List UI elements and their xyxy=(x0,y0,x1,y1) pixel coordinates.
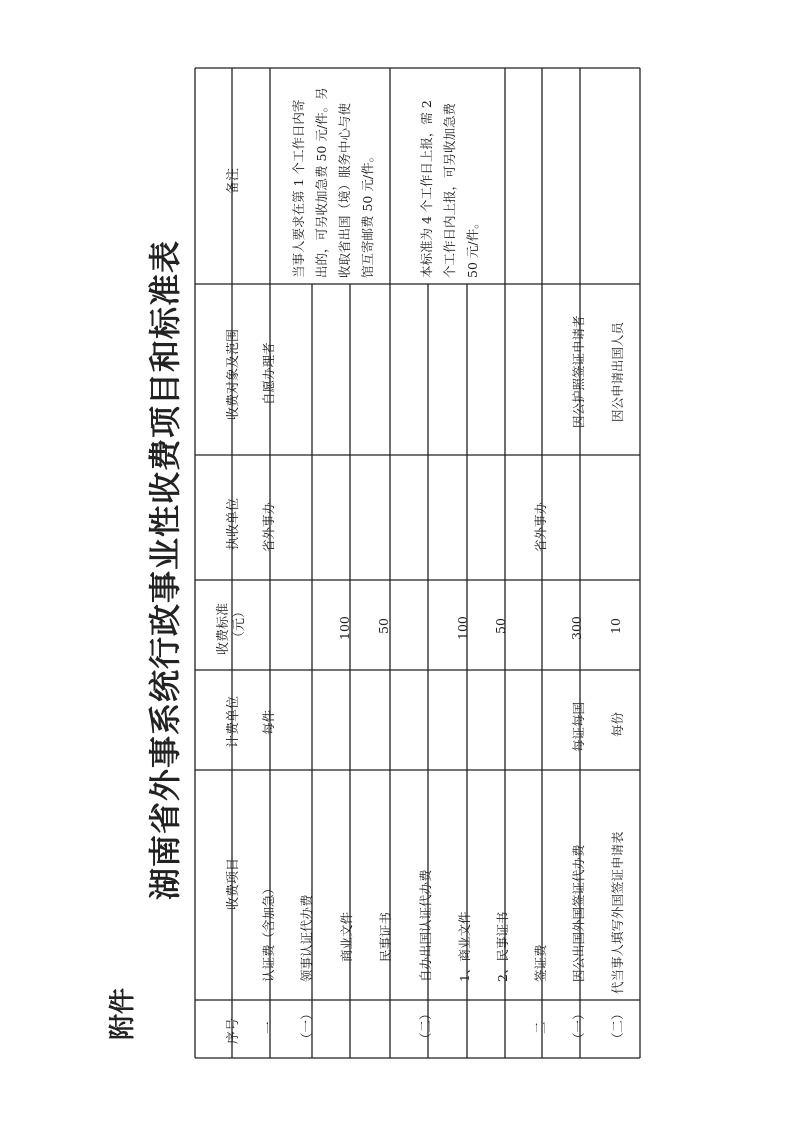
row-4-item: 民事证书 xyxy=(378,911,393,962)
remark-group-2-line-3: 50 元/件。 xyxy=(465,216,480,278)
header-no: 序号 xyxy=(226,1017,241,1044)
row-7-item: 2、民事证书 xyxy=(495,911,510,982)
row-8-no: 二 xyxy=(533,1021,548,1034)
attachment-label: 附件 xyxy=(108,987,138,1040)
remark-group-1-line-1: 当事人要求在第 1 个工作日内寄 xyxy=(291,99,306,278)
row-10-scope: 因公申请出国人员 xyxy=(610,321,625,422)
row-10-std: 10 xyxy=(608,618,623,634)
header-unit: 计费单位 xyxy=(226,695,241,748)
row-10-unit: 每份 xyxy=(610,711,625,737)
row-9-no: （一） xyxy=(571,1007,586,1045)
row-9-item: 因公出国外国签证代办费 xyxy=(571,844,586,982)
row-5-item: 自办出国认证代办费 xyxy=(418,869,433,982)
row-9-unit: 每证每国 xyxy=(571,701,586,752)
row-1-collector: 省外事办 xyxy=(261,501,276,552)
row-2-no: （一） xyxy=(299,1007,314,1045)
row-3-item: 商业文件 xyxy=(339,911,354,962)
row-5-no: （二） xyxy=(418,1007,433,1045)
header-item: 收费项目 xyxy=(226,857,241,910)
page-title: 湖南省外事系统行政事业性收费项目和标准表 xyxy=(146,239,184,900)
remark-group-1-line-3: 收取省出国（境）服务中心与使 xyxy=(337,102,352,278)
row-3-std: 100 xyxy=(337,616,352,640)
row-9-std: 300 xyxy=(569,616,584,640)
header-scope: 收费对象及范围 xyxy=(226,328,241,420)
row-8-collector: 省外事办 xyxy=(533,501,548,552)
remark-group-2-line-2: 个工作日内上报，可另收加急费 xyxy=(442,102,457,278)
row-1-scope: 自愿办理者 xyxy=(261,342,276,405)
row-1-no: 一 xyxy=(261,1021,276,1034)
row-1-unit: 每件 xyxy=(261,709,276,735)
header-std-line2: （元） xyxy=(232,604,247,644)
remark-group-2-line-1: 本标准为 4 个工作日上报，需 2 xyxy=(419,100,434,278)
header-collector: 执收单位 xyxy=(226,497,241,550)
row-8-item: 签证费 xyxy=(533,944,548,982)
header-std-line1: 收费标准 xyxy=(216,602,231,655)
row-6-item: 1、商业文件 xyxy=(457,911,472,982)
remark-group-1-line-2: 出的，可另收加急费 50 元/件。另 xyxy=(314,87,329,278)
row-6-std: 100 xyxy=(455,616,470,640)
row-4-std: 50 xyxy=(376,618,391,634)
row-10-item: 代当事人填写外国签证申请表 xyxy=(610,831,625,994)
row-1-item: 认证费（含加急） xyxy=(261,881,276,982)
row-10-no: （二） xyxy=(610,1007,625,1045)
row-7-std: 50 xyxy=(493,618,508,634)
remark-group-1-line-4: 馆互寄邮费 50 元/件。 xyxy=(360,149,375,278)
row-9-scope: 因公护照签证申请者 xyxy=(571,315,586,428)
header-remarks: 备注 xyxy=(226,167,241,194)
row-2-item: 领事认证代办费 xyxy=(299,894,314,982)
